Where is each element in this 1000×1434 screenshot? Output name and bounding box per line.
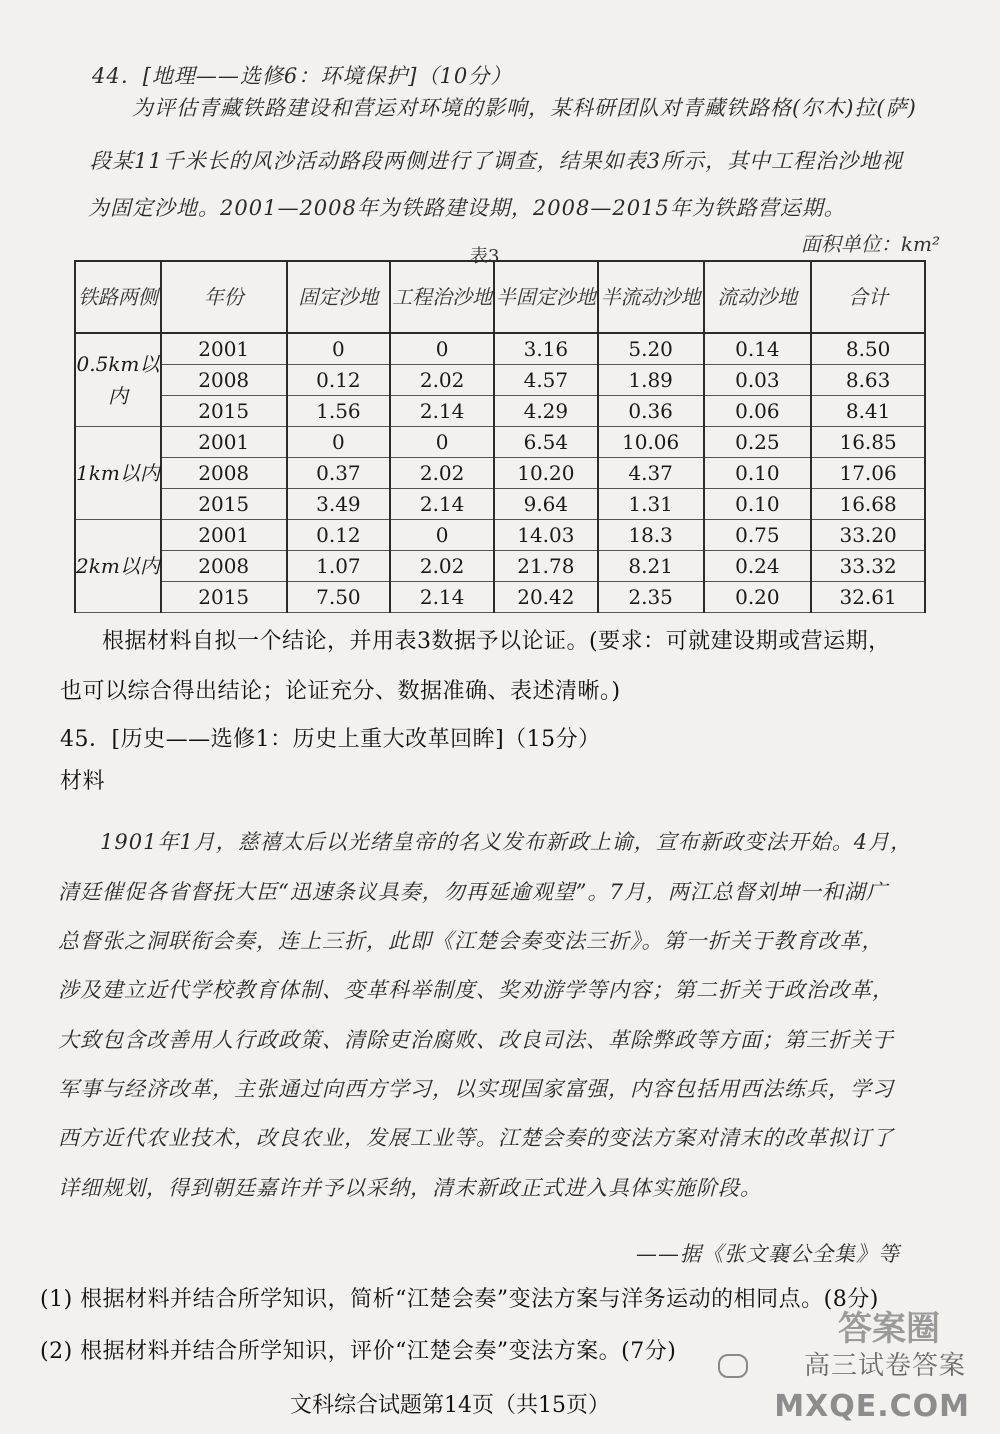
table-cell: 4.37	[598, 458, 704, 489]
table-cell: 0.75	[704, 520, 812, 551]
table-cell: 2.35	[598, 582, 704, 613]
q45-para-line-5: 大致包含改善用人行政政策、清除吏治腐败、改良司法、革除弊政等方面；第三折关于	[58, 1028, 894, 1052]
table-cell: 8.41	[811, 396, 925, 427]
q44-question-line-1: 根据材料自拟一个结论，并用表3数据予以论证。(要求：可就建设期或营运期，	[102, 629, 891, 654]
header-cell: 铁路两侧	[75, 261, 161, 333]
table-cell: 0.10	[704, 458, 812, 489]
group-label: 1km以内	[75, 427, 161, 520]
q44-header: 44．[地理——选修6：环境保护]（10分）	[92, 64, 513, 88]
table-cell: 2.02	[390, 365, 494, 396]
q45-para-line-3: 总督张之洞联衔会奏，连上三折，此即《江楚会奏变法三折》。第一折关于教育改革，	[58, 929, 884, 953]
table-cell: 0	[390, 427, 494, 458]
table-cell: 2.14	[390, 396, 494, 427]
table-cell: 1.31	[598, 489, 704, 520]
table-cell: 0	[287, 427, 391, 458]
table-cell: 0.36	[598, 396, 704, 427]
watermark-logo: 答案圈	[838, 1309, 940, 1349]
table-row	[75, 333, 925, 365]
table-cell: 0	[390, 520, 494, 551]
table-row	[75, 396, 925, 427]
table-cell: 2001	[161, 333, 287, 365]
table-cell: 0.06	[704, 396, 812, 427]
table-cell: 2008	[161, 551, 287, 582]
table-cell: 0.03	[704, 365, 812, 396]
table-cell: 2008	[161, 365, 287, 396]
header-cell: 工程治沙地	[390, 261, 494, 333]
table-cell: 18.3	[598, 520, 704, 551]
table-cell: 4.57	[494, 365, 598, 396]
table-header-row	[75, 261, 925, 333]
table-cell: 17.06	[811, 458, 925, 489]
material-source: ——据《张文襄公全集》等	[636, 1242, 900, 1266]
table-row	[75, 551, 925, 582]
table-caption: 表3	[470, 246, 500, 267]
table-cell: 8.63	[811, 365, 925, 396]
header-cell: 年份	[161, 261, 287, 333]
table-cell: 3.49	[287, 489, 391, 520]
q45-para-line-1: 1901年1月，慈禧太后以光绪皇帝的名义发布新政上谕，宣布新政变法开始。4月，	[100, 830, 913, 854]
watermark-url: MXQE.COM	[774, 1389, 970, 1424]
table-cell: 7.50	[287, 582, 391, 613]
q45-para-line-6: 军事与经济改革，主张通过向西方学习，以实现国家富强，内容包括用西法练兵，学习	[58, 1077, 894, 1101]
q45-para-line-7: 西方近代农业技术，改良农业，发展工业等。江楚会奏的变法方案对清末的改革拟订了	[58, 1126, 894, 1150]
table-cell: 16.85	[811, 427, 925, 458]
table-cell: 0.12	[287, 520, 391, 551]
table-cell: 2.02	[390, 551, 494, 582]
table-cell: 10.06	[598, 427, 704, 458]
sand-area-table	[74, 260, 926, 613]
q44-para-line-1: 为评估青藏铁路建设和营运对环境的影响，某科研团队对青藏铁路格(尔木)拉(萨)	[132, 96, 917, 120]
q45-para-line-4: 涉及建立近代学校教育体制、变革科举制度、奖劝游学等内容；第二折关于政治改革，	[58, 978, 894, 1002]
page-footer: 文科综合试题第14页（共15页）	[290, 1393, 610, 1418]
table-cell: 2.14	[390, 582, 494, 613]
table-row	[75, 365, 925, 396]
table-cell: 4.29	[494, 396, 598, 427]
table-cell: 0.14	[704, 333, 812, 365]
table-cell: 5.20	[598, 333, 704, 365]
header-cell: 半流动沙地	[598, 261, 704, 333]
table-cell: 1.07	[287, 551, 391, 582]
wechat-icon	[718, 1354, 748, 1378]
header-cell: 半固定沙地	[494, 261, 598, 333]
table-row	[75, 520, 925, 551]
table-cell: 8.50	[811, 333, 925, 365]
table-cell: 14.03	[494, 520, 598, 551]
table-cell: 2001	[161, 520, 287, 551]
group-label: 2km以内	[75, 520, 161, 613]
material-label: 材料	[60, 769, 106, 794]
table-cell: 2015	[161, 396, 287, 427]
table-cell: 21.78	[494, 551, 598, 582]
table-cell: 20.42	[494, 582, 598, 613]
table-cell: 2015	[161, 489, 287, 520]
q44-question-line-2: 也可以综合得出结论；论证充分、数据准确、表述清晰。)	[60, 679, 621, 704]
sub-question-2: (2) 根据材料并结合所学知识，评价“江楚会奏”变法方案。(7分)	[40, 1339, 677, 1364]
table-cell: 32.61	[811, 582, 925, 613]
table-row	[75, 427, 925, 458]
header-cell: 流动沙地	[704, 261, 812, 333]
table-cell: 1.89	[598, 365, 704, 396]
table-cell: 0.25	[704, 427, 812, 458]
table-cell: 0.37	[287, 458, 391, 489]
table-cell: 1.56	[287, 396, 391, 427]
table-cell: 33.20	[811, 520, 925, 551]
table-cell: 3.16	[494, 333, 598, 365]
table-row	[75, 489, 925, 520]
table-cell: 0	[390, 333, 494, 365]
table-unit-label: 面积单位：km²	[800, 232, 940, 256]
table-cell: 0.12	[287, 365, 391, 396]
table-cell: 33.32	[811, 551, 925, 582]
table-cell: 16.68	[811, 489, 925, 520]
table-cell: 10.20	[494, 458, 598, 489]
table-cell: 2001	[161, 427, 287, 458]
table-cell: 9.64	[494, 489, 598, 520]
table-cell: 2.02	[390, 458, 494, 489]
table-cell: 0.20	[704, 582, 812, 613]
table-cell: 8.21	[598, 551, 704, 582]
q44-para-line-2: 段某11千米长的风沙活动路段两侧进行了调查，结果如表3所示，其中工程治沙地视	[90, 149, 904, 173]
table-cell: 0.24	[704, 551, 812, 582]
table-row	[75, 458, 925, 489]
table-cell: 6.54	[494, 427, 598, 458]
q45-para-line-8: 详细规划，得到朝廷嘉许并予以采纳，清末新政正式进入具体实施阶段。	[58, 1176, 762, 1200]
header-cell: 固定沙地	[287, 261, 391, 333]
table-cell: 2.14	[390, 489, 494, 520]
q44-para-line-3: 为固定沙地。2001—2008年为铁路建设期，2008—2015年为铁路营运期。	[88, 196, 846, 220]
group-label: 0.5km以内	[75, 333, 161, 427]
watermark-account: 高三试卷答案	[803, 1351, 966, 1381]
table-cell: 0	[287, 333, 391, 365]
q45-header: 45．[历史——选修1：历史上重大改革回眸]（15分）	[60, 727, 601, 752]
table-cell: 0.10	[704, 489, 812, 520]
table-cell: 2015	[161, 582, 287, 613]
header-cell: 合计	[811, 261, 925, 333]
table-row	[75, 582, 925, 613]
table-cell: 2008	[161, 458, 287, 489]
sub-question-1: (1) 根据材料并结合所学知识，简析“江楚会奏”变法方案与洋务运动的相同点。(8分)	[40, 1287, 879, 1312]
q45-para-line-2: 清廷催促各省督抚大臣“迅速条议具奏，勿再延逾观望”。7月，两江总督刘坤一和湖广	[58, 880, 888, 904]
